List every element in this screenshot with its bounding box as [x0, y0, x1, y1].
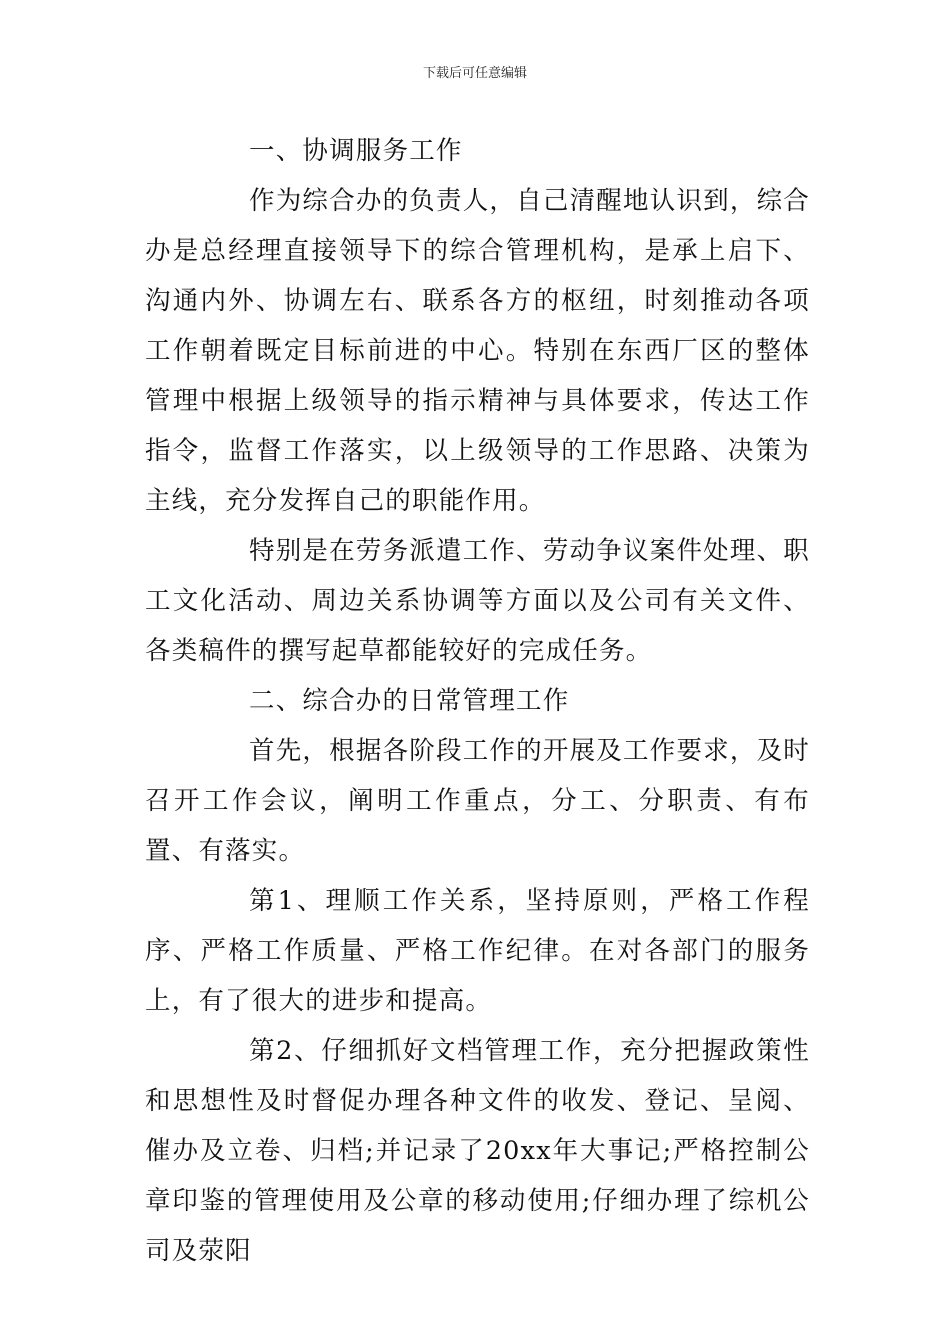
- section-heading-1: 一、协调服务工作: [249, 136, 463, 166]
- document-body: [145, 126, 810, 1276]
- paragraph-3: 首先，根据各阶段工作的开展及工作要求，及时召开工作会议，阐明工作重点，分工、分职责、有布置、有落实。: [145, 736, 810, 866]
- section-heading-2: 二、综合办的日常管理工作: [249, 686, 570, 716]
- paragraph-1: 作为综合办的负责人，自己清醒地认识到，综合办是总经理直接领导下的综合管理机构，是承上启下、沟通内外、协调左右、联系各方的枢纽，时刻推动各项工作朝着既定目标前进的中心。特别在东西厂区的整体管理中根据上级领导的指示精神与具体要求，传达工作指令，监督工作落实，以上级领导的工作思路、决策为主线，充分发挥自己的职能作用。: [145, 186, 810, 516]
- paragraph-2: 特别是在劳务派遣工作、劳动争议案件处理、职工文化活动、周边关系协调等方面以及公司有关文件、各类稿件的撰写起草都能较好的完成任务。: [145, 536, 810, 666]
- page-header: 下载后可任意编辑: [422, 66, 527, 81]
- paragraph-5: 第2、仔细抓好文档管理工作，充分把握政策性和思想性及时督促办理各种文件的收发、登记、呈阅、催办及立卷、归档;并记录了20xx年大事记;严格控制公章印鉴的管理使用及公章的移动使用;仔细办理了综机公司及荥阳: [145, 1036, 810, 1266]
- paragraph-4: 第1、理顺工作关系，坚持原则，严格工作程序、严格工作质量、严格工作纪律。在对各部门的服务上，有了很大的进步和提高。: [145, 886, 810, 1016]
